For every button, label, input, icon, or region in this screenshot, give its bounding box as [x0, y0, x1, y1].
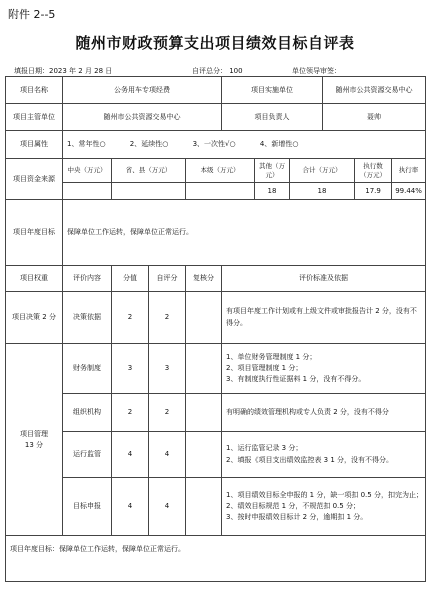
eval-head-self: 自评分 [149, 266, 186, 292]
attr-option-2: 2、延续性○ [129, 140, 169, 149]
footer-goal: 项目年度目标：保障单位工作运转，保障单位正常运行。 [6, 536, 426, 582]
attr-label: 项目属性 [6, 131, 63, 159]
mgmt-score-target: 4 [112, 478, 149, 536]
attr-option-1: 1、常年性○ [67, 140, 106, 149]
dept-value: 随州市公共资源交易中心 [63, 104, 222, 131]
mgmt-self-target: 4 [149, 478, 186, 536]
mgmt-criteria-org [222, 394, 426, 432]
management-weight-text: 项目管理 13 分 [20, 430, 48, 449]
dept-label: 项目主管单位 [6, 104, 63, 131]
criteria-line: 2、项目管理制度 1 分； [226, 363, 303, 372]
leader-label: 项目负责人 [222, 104, 323, 131]
decision-weight: 项目决策 2 分 [6, 292, 63, 344]
fund-executed: 17.9 [355, 183, 392, 200]
unit-leader-sign: 单位领导审签： [292, 67, 341, 75]
mgmt-self-monitor: 4 [149, 432, 186, 478]
fund-local [186, 183, 255, 200]
goal-text: 保障单位工作运转，保障单位正常运行。 [63, 200, 426, 266]
annex-label: 附件 2--5 [8, 8, 56, 21]
fund-head-total: 合计（万元） [290, 159, 355, 183]
mgmt-content-org: 组织机构 [63, 394, 112, 432]
criteria-line: 2、绩效目标规范 1 分，不规范扣 0.5 分； [226, 501, 360, 510]
fund-central [63, 183, 112, 200]
attr-option-4: 4、新增性○ [259, 140, 299, 149]
fund-head-other: 其他（万元） [255, 159, 290, 183]
project-name-label: 项目名称 [6, 77, 63, 104]
criteria-line: 有明确的绩效管理机构或专人负责 2 分，没有不得分 [226, 407, 389, 416]
fund-other: 18 [255, 183, 290, 200]
fund-head-rate: 执行率 [392, 159, 426, 183]
fund-province [112, 183, 186, 200]
eval-head-weight: 项目权重 [6, 266, 63, 292]
mgmt-review-target [186, 478, 222, 536]
mgmt-review-monitor [186, 432, 222, 478]
impl-unit-value: 随州市公共资源交易中心 [323, 77, 426, 104]
mgmt-content-monitor: 运行监管 [63, 432, 112, 478]
leader-value: 聂帅 [323, 104, 426, 131]
decision-content: 决策依据 [63, 292, 112, 344]
criteria-line: 1、运行监管记录 3 分； [226, 444, 303, 453]
fund-label: 项目资金来源 [6, 159, 63, 200]
mgmt-criteria-monitor [222, 432, 426, 478]
criteria-line: 1、项目绩效目标全申报的 1 分，缺一项扣 0.5 分，扣完为止； [226, 490, 423, 499]
mgmt-criteria-finance [222, 344, 426, 394]
evaluation-table [5, 76, 426, 582]
mgmt-score-monitor: 4 [112, 432, 149, 478]
fill-date: 填报日期：2023 年 2 月 28 日 [14, 67, 113, 75]
management-weight [6, 344, 63, 536]
mgmt-review-finance [186, 344, 222, 394]
self-score: 自评总分： 100 [192, 67, 243, 75]
mgmt-score-org: 2 [112, 394, 149, 432]
fund-rate: 99.44% [392, 183, 426, 200]
mgmt-score-finance: 3 [112, 344, 149, 394]
mgmt-review-org [186, 394, 222, 432]
attr-options [63, 131, 426, 159]
decision-score: 2 [112, 292, 149, 344]
mgmt-self-finance: 3 [149, 344, 186, 394]
decision-self: 2 [149, 292, 186, 344]
impl-unit-label: 项目实施单位 [222, 77, 323, 104]
project-name-value: 公务用车专项经费 [63, 77, 222, 104]
fund-total: 18 [290, 183, 355, 200]
attr-option-3: 3、一次性√○ [192, 140, 236, 149]
criteria-line: 3、按时申报绩效目标计 2 分，逾期扣 1 分。 [226, 513, 368, 522]
eval-head-score: 分值 [112, 266, 149, 292]
fund-head-executed: 执行数（万元） [355, 159, 392, 183]
mgmt-content-target: 目标申报 [63, 478, 112, 536]
mgmt-content-finance: 财务制度 [63, 344, 112, 394]
decision-criteria: 有项目年度工作计划或有上级文件或审批报告计 2 分，没有不得分。 [222, 292, 426, 344]
mgmt-self-org: 2 [149, 394, 186, 432]
eval-head-review: 复核分 [186, 266, 222, 292]
criteria-line: 3、有制度执行性证据料 1 分，没有不得分。 [226, 375, 366, 384]
fund-head-province: 省、县（万元） [112, 159, 186, 183]
decision-review [186, 292, 222, 344]
fund-head-local: 本级（万元） [186, 159, 255, 183]
fund-head-central: 中央（万元） [63, 159, 112, 183]
form-title: 随州市财政预算支出项目绩效目标自评表 [75, 34, 355, 52]
goal-label: 项目年度目标 [6, 200, 63, 266]
eval-head-content: 评价内容 [63, 266, 112, 292]
eval-head-criteria: 评价标准及依据 [222, 266, 426, 292]
criteria-line: 1、单位财务管理制度 1 分； [226, 352, 317, 361]
criteria-line: 2、填报《项目支出绩效监控表 3 1 分，没有不得分。 [226, 455, 394, 464]
mgmt-criteria-target [222, 478, 426, 536]
